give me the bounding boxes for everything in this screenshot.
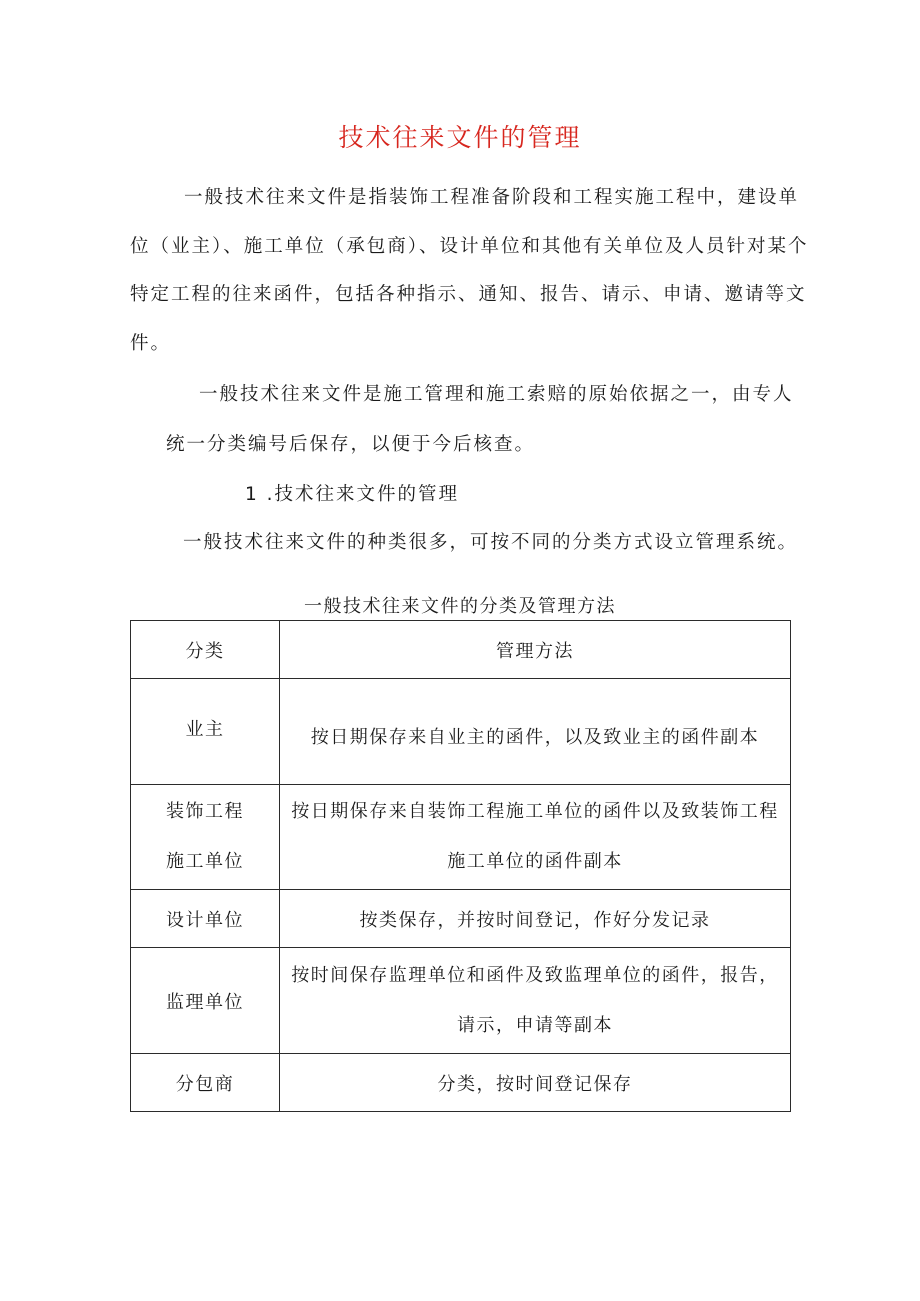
header-method: 管理方法 — [280, 621, 791, 679]
category-text: 业主 — [185, 718, 225, 740]
table-row — [131, 948, 791, 1054]
category-cell: 分包商 — [131, 1054, 280, 1112]
category-text-line: 装饰工程 — [166, 801, 244, 822]
paragraph-definition: 一般技术往来文件是指装饰工程准备阶段和工程实施工程中，建设单位（业主）、施工单位（承包商）、设计单位和其他有关单位及人员针对某个特定工程的往来函件，包括各种指示、通知、报告、请示、申请、邀请等文件。 — [130, 187, 809, 354]
method-cell — [280, 785, 791, 890]
method-text-line: 请示，申请等副本 — [457, 1014, 613, 1036]
table-header-row — [131, 621, 791, 679]
section-heading: 1 .技术往来文件的管理 — [245, 484, 460, 505]
method-cell — [280, 679, 791, 785]
method-text-line: 按时间保存监理单位和函件及致监理单位的函件，报告， — [291, 964, 779, 986]
method-cell: 分类，按时间登记保存 — [280, 1054, 791, 1112]
paragraph-types: 一般技术往来文件的种类很多，可按不同的分类方式设立管理系统。 — [183, 532, 799, 553]
category-cell: 设计单位 — [131, 890, 280, 948]
management-table — [130, 620, 791, 1112]
paragraph-basis-line2: 统一分类编号后保存，以便于今后核查。 — [166, 434, 536, 455]
table-row — [131, 1054, 791, 1112]
document-title: 技术往来文件的管理 — [338, 123, 582, 152]
table-caption: 一般技术往来文件的分类及管理方法 — [304, 596, 616, 617]
table-row — [131, 890, 791, 948]
method-cell — [280, 948, 791, 1054]
table-row — [131, 785, 791, 890]
header-category: 分类 — [131, 621, 280, 679]
method-cell: 按类保存，并按时间登记，作好分发记录 — [280, 890, 791, 948]
category-cell — [131, 679, 280, 785]
paragraph-basis-line1: 一般技术往来文件是施工管理和施工索赔的原始依据之一，由专人 — [199, 384, 794, 405]
table-row — [131, 679, 791, 785]
category-cell — [131, 785, 280, 890]
paragraph-basis — [166, 370, 806, 470]
method-text-line: 按日期保存来自装饰工程施工单位的函件以及致装饰工程 — [291, 801, 779, 822]
category-text-line: 施工单位 — [166, 851, 244, 872]
category-cell: 监理单位 — [131, 948, 280, 1054]
method-text: 按日期保存来自业主的函件，以及致业主的函件副本 — [310, 726, 760, 748]
method-text-line: 施工单位的函件副本 — [447, 851, 623, 872]
